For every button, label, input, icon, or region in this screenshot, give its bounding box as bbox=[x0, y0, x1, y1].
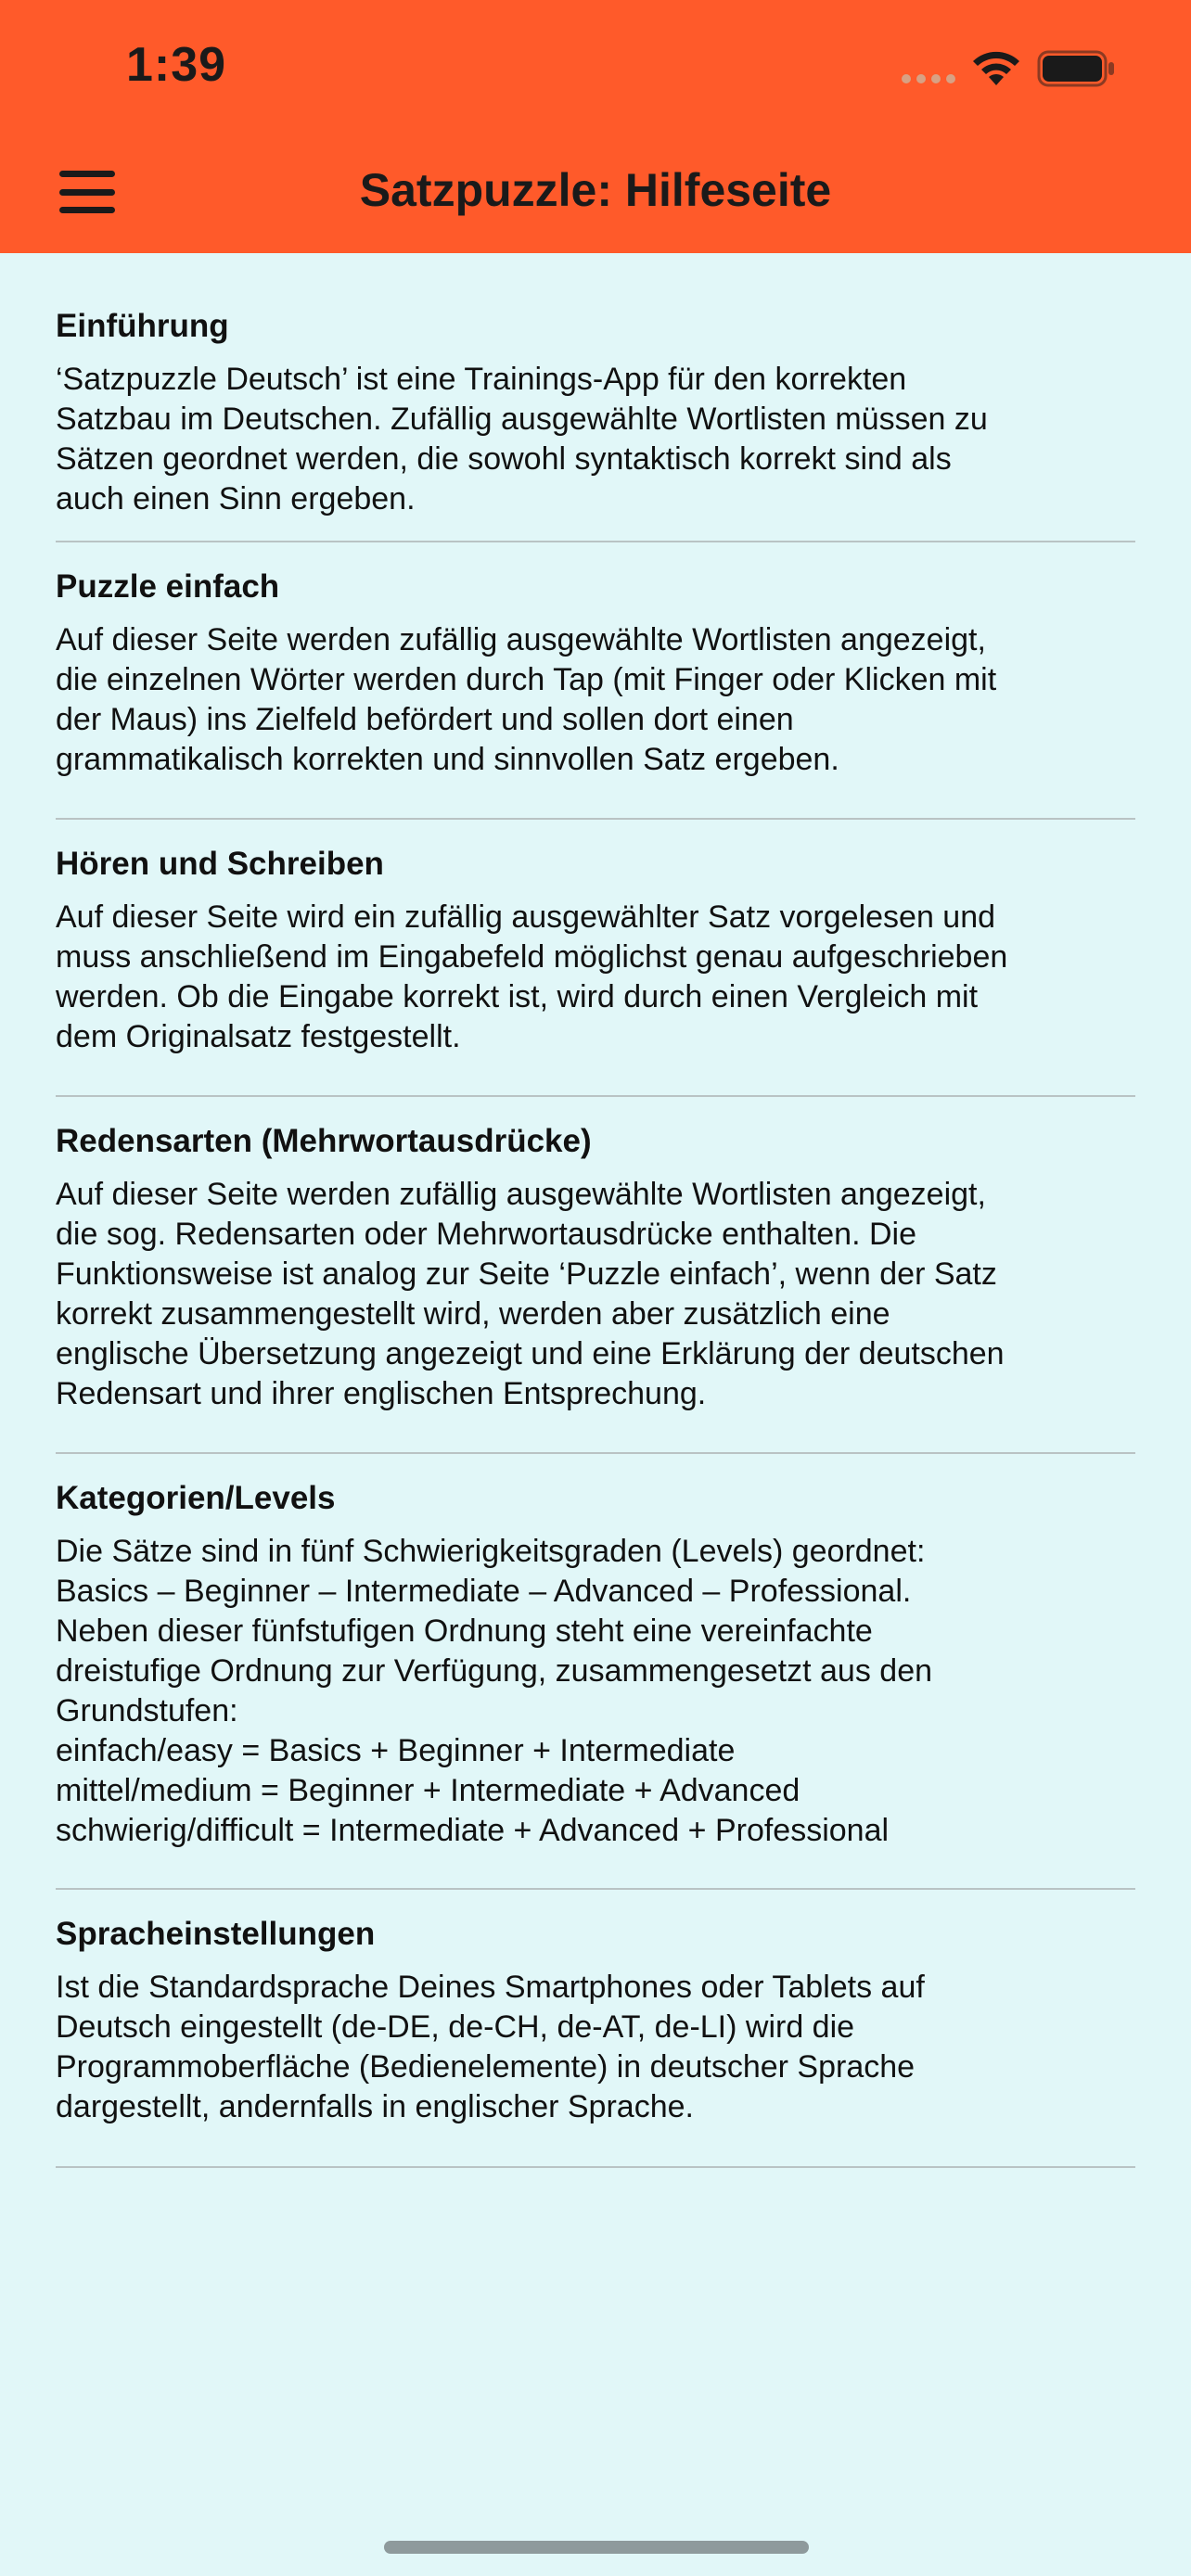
section-body: Auf dieser Seite werden zufällig ausgewählte Wortlisten angezeigt, die sog. Redensarten oder Mehrwortausdrücke enthalten. Die Funktionsweise ist analog zur Seite ‘Puzzle einfach’, wenn der Satz korrekt zusammengestellt wird, werden aber zusätzlich eine englische Übersetzung angezeigt und eine Erklärung der deutschen Redensart und ihrer englischen Entsprechung. bbox=[56, 1177, 1005, 1411]
help-content bbox=[56, 306, 1135, 2168]
battery-icon bbox=[1037, 50, 1117, 87]
section-introduction bbox=[56, 306, 1135, 542]
status-time: 1:39 bbox=[126, 38, 227, 92]
section-language-settings bbox=[56, 1914, 1135, 2168]
section-puzzle-simple bbox=[56, 567, 1135, 820]
section-title: Hören und Schreiben bbox=[56, 846, 384, 882]
section-title: Kategorien/Levels bbox=[56, 1480, 336, 1516]
home-indicator[interactable] bbox=[384, 2541, 809, 2554]
section-title: Puzzle einfach bbox=[56, 568, 280, 605]
section-idioms bbox=[56, 1121, 1135, 1454]
hamburger-menu-icon[interactable] bbox=[59, 171, 117, 213]
app-header bbox=[0, 0, 1191, 253]
section-title: Redensarten (Mehrwortausdrücke) bbox=[56, 1123, 592, 1159]
wifi-icon bbox=[970, 48, 1022, 87]
section-body: ‘Satzpuzzle Deutsch’ ist eine Trainings-App für den korrekten Satzbau im Deutschen. Zufällig ausgewählte Wortlisten müssen zu Sätzen geordnet werden, die sowohl syntaktisch korrekt sind als auch einen Sinn ergeben. bbox=[56, 362, 988, 516]
section-body: Auf dieser Seite wird ein zufällig ausgewählter Satz vorgelesen und muss anschließend im Eingabefeld möglichst genau aufgeschrieben werden. Ob die Eingabe korrekt ist, wird durch einen Vergleich mit dem Originalsatz festgestellt. bbox=[56, 899, 1008, 1054]
cellular-signal-icon bbox=[902, 74, 955, 83]
section-title: Spracheinstellungen bbox=[56, 1916, 376, 1952]
section-body: Die Sätze sind in fünf Schwierigkeitsgraden (Levels) geordnet: Basics – Beginner – Intermediate – Advanced – Professional. Neben dieser fünfstufigen Ordnung steht eine vereinfachte dreistufige Ordnung zur Verfügung, zusammengesetzt aus den Grundstufen: einfach/easy = Basics + Beginner + Intermediate mittel/medium = Beginner + Intermediate + Advanced schwierig/difficult = Intermediate + Advanced + Professional bbox=[56, 1534, 933, 1848]
section-body: Auf dieser Seite werden zufällig ausgewählte Wortlisten angezeigt, die einzelnen Wörter werden durch Tap (mit Finger oder Klicken mit der Maus) ins Zielfeld befördert und sollen dort einen grammatikalisch korrekten und sinnvollen Satz ergeben. bbox=[56, 622, 997, 777]
section-body: Ist die Standardsprache Deines Smartphones oder Tablets auf Deutsch eingestellt (de-DE, de-CH, de-AT, de-LI) wird die Programmoberfläche (Bedienelemente) in deutscher Sprache dargestellt, andernfalls in englischer Sprache. bbox=[56, 1970, 925, 2124]
section-categories-levels bbox=[56, 1478, 1135, 1890]
section-listen-write bbox=[56, 844, 1135, 1097]
section-title: Einführung bbox=[56, 308, 229, 344]
page-title: Satzpuzzle: Hilfeseite bbox=[359, 164, 832, 216]
